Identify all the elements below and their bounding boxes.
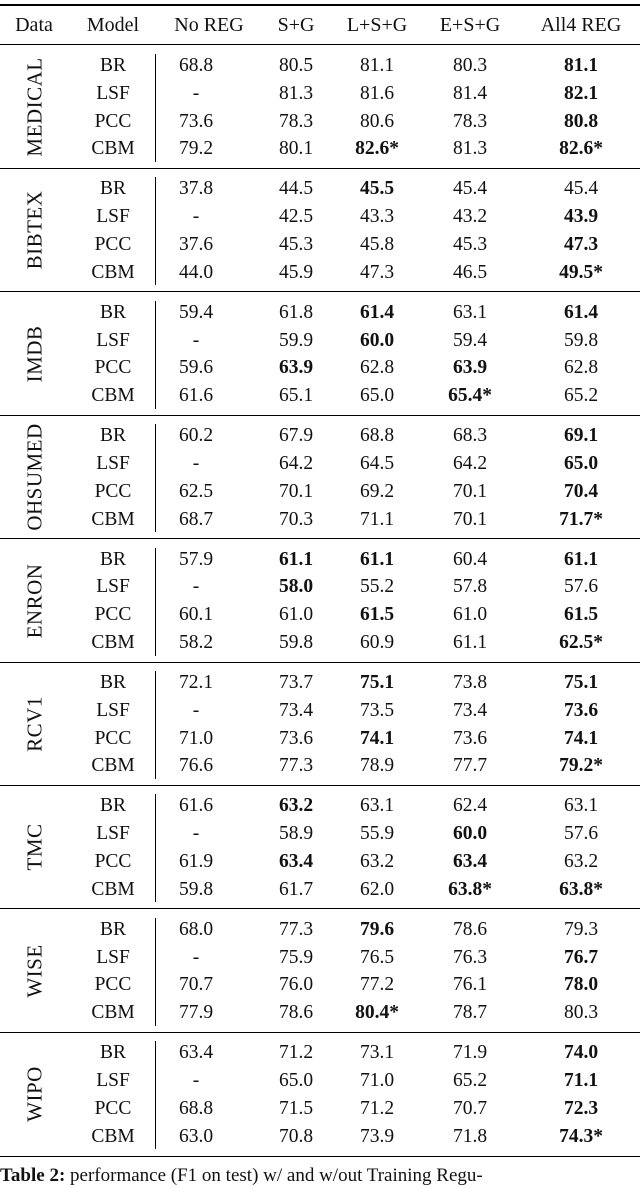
- value-cell: 63.9: [452, 357, 488, 379]
- value-cell: 68.0: [178, 918, 214, 940]
- table-row: [0, 876, 640, 903]
- table-row: [0, 299, 640, 326]
- model-cell: LSF: [96, 82, 130, 104]
- model-cell: BR: [99, 55, 127, 76]
- value-cell: 74.3*: [559, 1125, 603, 1147]
- value-cell: 43.9: [563, 206, 599, 228]
- value-cell: 81.6: [359, 82, 395, 104]
- value-cell: -: [192, 823, 200, 845]
- model-cell: CBM: [91, 1002, 135, 1024]
- model-cell: PCC: [94, 1097, 132, 1119]
- value-cell: 82.1: [563, 82, 599, 104]
- value-cell: 60.2: [178, 425, 214, 447]
- value-cell: 76.3: [452, 946, 488, 968]
- value-cell: 63.1: [452, 301, 488, 323]
- model-cell: BR: [99, 425, 127, 447]
- header-data: Data: [15, 14, 53, 36]
- value-cell: 70.1: [452, 508, 488, 530]
- value-cell: 61.1: [359, 548, 395, 570]
- value-cell: 61.0: [452, 604, 488, 626]
- value-cell: -: [192, 452, 200, 474]
- value-cell: 64.2: [452, 452, 488, 474]
- model-cell: LSF: [96, 329, 130, 351]
- value-cell: 63.2: [278, 795, 314, 817]
- table-row: [0, 382, 640, 409]
- value-cell: 70.1: [278, 480, 314, 502]
- dataset-name: WIPO: [22, 1066, 47, 1123]
- value-cell: 73.1: [359, 1042, 395, 1064]
- value-cell: 73.4: [278, 699, 314, 721]
- value-cell: -: [192, 1069, 200, 1091]
- model-cell: CBM: [91, 261, 135, 283]
- value-cell: 76.0: [278, 974, 314, 996]
- value-cell: 37.6: [178, 233, 214, 255]
- value-cell: 78.9: [359, 755, 395, 777]
- value-cell: 68.8: [359, 425, 395, 447]
- table-row: [0, 1067, 640, 1094]
- dataset-group: [0, 916, 640, 1026]
- value-cell: 62.5*: [559, 631, 603, 653]
- value-cell: 61.6: [178, 385, 214, 407]
- table-row: [0, 820, 640, 847]
- value-cell: 65.0: [563, 452, 599, 474]
- value-cell: 61.5: [563, 604, 599, 626]
- table-row: [0, 601, 640, 628]
- model-cell: LSF: [96, 823, 130, 845]
- value-cell: 57.6: [563, 823, 599, 845]
- value-cell: 78.0: [563, 974, 599, 996]
- value-cell: 79.2*: [559, 755, 603, 777]
- value-cell: 73.5: [359, 699, 395, 721]
- value-cell: 71.2: [278, 1042, 314, 1064]
- value-cell: 63.8*: [448, 878, 492, 900]
- table-row: [0, 259, 640, 286]
- value-cell: 47.3: [359, 261, 395, 283]
- table-row: [0, 354, 640, 381]
- value-cell: 77.3: [278, 918, 314, 940]
- value-cell: 45.3: [452, 233, 488, 255]
- model-cell: BR: [99, 795, 127, 817]
- value-cell: 70.8: [278, 1125, 314, 1147]
- value-cell: 80.4*: [355, 1002, 399, 1024]
- value-cell: 78.3: [452, 110, 488, 132]
- value-cell: 70.7: [452, 1097, 488, 1119]
- table-row: [0, 573, 640, 600]
- group-separator: [0, 538, 640, 539]
- value-cell: -: [192, 329, 200, 351]
- value-cell: 60.9: [359, 631, 395, 653]
- value-cell: 80.6: [359, 110, 395, 132]
- table-row: [0, 1095, 640, 1122]
- model-cell: PCC: [94, 850, 132, 872]
- value-cell: 59.8: [178, 878, 214, 900]
- dataset-name: IMDB: [22, 325, 47, 383]
- model-cell: PCC: [94, 110, 132, 132]
- table-row: [0, 327, 640, 354]
- value-cell: 57.8: [452, 576, 488, 598]
- model-cell: CBM: [91, 631, 135, 653]
- value-cell: 62.4: [452, 795, 488, 817]
- group-separator: [0, 415, 640, 416]
- value-cell: 81.1: [359, 55, 395, 76]
- value-cell: 63.0: [178, 1125, 214, 1147]
- value-cell: 72.3: [563, 1097, 599, 1119]
- value-cell: 58.0: [278, 576, 314, 598]
- value-cell: 81.1: [563, 55, 599, 76]
- value-cell: 62.8: [359, 357, 395, 379]
- value-cell: 43.3: [359, 206, 395, 228]
- value-cell: 60.4: [452, 548, 488, 570]
- value-cell: 58.9: [278, 823, 314, 845]
- value-cell: 71.2: [359, 1097, 395, 1119]
- bottom-rule: [0, 1156, 640, 1157]
- value-cell: 63.1: [359, 795, 395, 817]
- value-cell: 80.3: [563, 1002, 599, 1024]
- value-cell: 61.1: [278, 548, 314, 570]
- group-separator: [0, 785, 640, 786]
- value-cell: 80.3: [452, 55, 488, 76]
- value-cell: 58.2: [178, 631, 214, 653]
- value-cell: 55.2: [359, 576, 395, 598]
- dataset-group: [0, 52, 640, 162]
- value-cell: 77.7: [452, 755, 488, 777]
- value-cell: 70.7: [178, 974, 214, 996]
- table-row: [0, 971, 640, 998]
- value-cell: 73.8: [452, 672, 488, 693]
- value-cell: 75.1: [359, 672, 395, 693]
- value-cell: 76.6: [178, 755, 214, 777]
- table-row: [0, 752, 640, 779]
- value-cell: 77.3: [278, 755, 314, 777]
- value-cell: 69.2: [359, 480, 395, 502]
- value-cell: 45.9: [278, 261, 314, 283]
- value-cell: 74.1: [563, 727, 599, 749]
- dataset-name: RCV1: [22, 696, 47, 752]
- value-cell: 61.4: [359, 301, 395, 323]
- value-cell: 80.8: [563, 110, 599, 132]
- value-cell: 65.4*: [448, 385, 492, 407]
- table-row: [0, 231, 640, 258]
- model-cell: LSF: [96, 452, 130, 474]
- value-cell: 78.6: [452, 918, 488, 940]
- value-cell: 76.1: [452, 974, 488, 996]
- value-cell: 59.6: [178, 357, 214, 379]
- table-row: [0, 999, 640, 1026]
- dataset-group: [0, 546, 640, 656]
- value-cell: 63.4: [178, 1042, 214, 1064]
- value-cell: 68.8: [178, 55, 214, 76]
- value-cell: 78.7: [452, 1002, 488, 1024]
- value-cell: 61.4: [563, 301, 599, 323]
- value-cell: -: [192, 206, 200, 228]
- model-cell: LSF: [96, 576, 130, 598]
- value-cell: 73.6: [452, 727, 488, 749]
- value-cell: 79.6: [359, 918, 395, 940]
- value-cell: 71.1: [359, 508, 395, 530]
- value-cell: 75.9: [278, 946, 314, 968]
- value-cell: 65.2: [563, 385, 599, 407]
- value-cell: 68.3: [452, 425, 488, 447]
- dataset-group: [0, 175, 640, 285]
- value-cell: 61.7: [278, 878, 314, 900]
- model-cell: PCC: [94, 233, 132, 255]
- value-cell: 70.3: [278, 508, 314, 530]
- table-row: [0, 450, 640, 477]
- table-row: [0, 1039, 640, 1066]
- table-row: [0, 175, 640, 202]
- value-cell: 76.5: [359, 946, 395, 968]
- model-cell: PCC: [94, 357, 132, 379]
- value-cell: 74.1: [359, 727, 395, 749]
- value-cell: 79.2: [178, 138, 214, 160]
- dataset-group: [0, 1039, 640, 1149]
- value-cell: 78.3: [278, 110, 314, 132]
- group-separator: [0, 662, 640, 663]
- model-cell: BR: [99, 918, 127, 940]
- value-cell: 63.4: [278, 850, 314, 872]
- value-cell: 82.6*: [559, 138, 603, 160]
- value-cell: 73.6: [563, 699, 599, 721]
- value-cell: 80.5: [278, 55, 314, 76]
- value-cell: 73.6: [278, 727, 314, 749]
- value-cell: 45.5: [359, 178, 395, 200]
- dataset-name: OHSUMED: [22, 423, 47, 531]
- dataset-group: [0, 792, 640, 902]
- value-cell: 63.2: [359, 850, 395, 872]
- value-cell: 60.1: [178, 604, 214, 626]
- value-cell: 73.6: [178, 110, 214, 132]
- value-cell: 72.1: [178, 672, 214, 693]
- model-cell: PCC: [94, 974, 132, 996]
- model-cell: CBM: [91, 508, 135, 530]
- dataset-name: BIBTEX: [22, 190, 47, 270]
- value-cell: 71.7*: [559, 508, 603, 530]
- value-cell: -: [192, 946, 200, 968]
- value-cell: 63.2: [563, 850, 599, 872]
- value-cell: 71.5: [278, 1097, 314, 1119]
- value-cell: 81.3: [278, 82, 314, 104]
- table-row: [0, 697, 640, 724]
- table-row: [0, 944, 640, 971]
- value-cell: 61.0: [278, 604, 314, 626]
- table-row: [0, 792, 640, 819]
- table-caption: [0, 1164, 640, 1188]
- value-cell: 71.9: [452, 1042, 488, 1064]
- model-cell: PCC: [94, 604, 132, 626]
- value-cell: -: [192, 82, 200, 104]
- table-row: [0, 629, 640, 656]
- value-cell: 60.0: [452, 823, 488, 845]
- model-cell: PCC: [94, 727, 132, 749]
- value-cell: 62.0: [359, 878, 395, 900]
- value-cell: 42.5: [278, 206, 314, 228]
- dataset-group: [0, 669, 640, 779]
- value-cell: 59.4: [178, 301, 214, 323]
- caption-label: Table 2:: [0, 1165, 66, 1186]
- value-cell: 74.0: [563, 1042, 599, 1064]
- value-cell: 76.7: [563, 946, 599, 968]
- value-cell: -: [192, 699, 200, 721]
- value-cell: 59.8: [563, 329, 599, 351]
- table-row: [0, 546, 640, 573]
- value-cell: 73.7: [278, 672, 314, 693]
- group-separator: [0, 291, 640, 292]
- value-cell: 49.5*: [559, 261, 603, 283]
- value-cell: 65.0: [359, 385, 395, 407]
- value-cell: 45.4: [563, 178, 599, 200]
- model-cell: CBM: [91, 138, 135, 160]
- group-separator: [0, 908, 640, 909]
- value-cell: 62.5: [178, 480, 214, 502]
- table-row: [0, 80, 640, 107]
- model-cell: BR: [99, 548, 127, 570]
- value-cell: 62.8: [563, 357, 599, 379]
- value-cell: 69.1: [563, 425, 599, 447]
- model-cell: BR: [99, 178, 127, 200]
- value-cell: 63.8*: [559, 878, 603, 900]
- model-cell: CBM: [91, 385, 135, 407]
- value-cell: 80.1: [278, 138, 314, 160]
- table-row: [0, 725, 640, 752]
- value-cell: 63.4: [452, 850, 488, 872]
- value-cell: 59.9: [278, 329, 314, 351]
- value-cell: 64.5: [359, 452, 395, 474]
- value-cell: 57.6: [563, 576, 599, 598]
- value-cell: 63.9: [278, 357, 314, 379]
- value-cell: 46.5: [452, 261, 488, 283]
- table-row: [0, 135, 640, 162]
- table-row: [0, 1123, 640, 1150]
- group-separator: [0, 168, 640, 169]
- value-cell: 79.3: [563, 918, 599, 940]
- header-rule: [0, 44, 640, 45]
- table-row: [0, 108, 640, 135]
- value-cell: 73.9: [359, 1125, 395, 1147]
- model-cell: CBM: [91, 755, 135, 777]
- value-cell: 68.8: [178, 1097, 214, 1119]
- value-cell: 77.2: [359, 974, 395, 996]
- table-row: [0, 478, 640, 505]
- model-cell: BR: [99, 301, 127, 323]
- value-cell: 75.1: [563, 672, 599, 693]
- table-row: [0, 506, 640, 533]
- value-cell: 70.4: [563, 480, 599, 502]
- header-l-s-g: L+S+G: [346, 14, 408, 36]
- header-all4-reg: All4 REG: [540, 14, 622, 36]
- value-cell: 43.2: [452, 206, 488, 228]
- value-cell: 61.9: [178, 850, 214, 872]
- value-cell: 61.8: [278, 301, 314, 323]
- value-cell: 81.4: [452, 82, 488, 104]
- value-cell: 61.5: [359, 604, 395, 626]
- value-cell: 65.2: [452, 1069, 488, 1091]
- header-e-s-g: E+S+G: [439, 14, 501, 36]
- dataset-name: WISE: [22, 944, 47, 998]
- caption-text: performance (F1 on test) w/ and w/out Training Regu-: [70, 1165, 483, 1186]
- value-cell: 45.3: [278, 233, 314, 255]
- model-cell: PCC: [94, 480, 132, 502]
- value-cell: 67.9: [278, 425, 314, 447]
- dataset-group: [0, 299, 640, 409]
- header-model: Model: [86, 14, 140, 36]
- value-cell: 71.1: [563, 1069, 599, 1091]
- value-cell: 77.9: [178, 1002, 214, 1024]
- value-cell: 59.8: [278, 631, 314, 653]
- value-cell: 63.1: [563, 795, 599, 817]
- value-cell: 65.1: [278, 385, 314, 407]
- model-cell: LSF: [96, 206, 130, 228]
- value-cell: 64.2: [278, 452, 314, 474]
- header-s-g: S+G: [277, 14, 315, 36]
- model-cell: CBM: [91, 878, 135, 900]
- value-cell: 71.0: [178, 727, 214, 749]
- dataset-name: MEDICAL: [22, 57, 47, 157]
- value-cell: 61.6: [178, 795, 214, 817]
- value-cell: 71.0: [359, 1069, 395, 1091]
- value-cell: 81.3: [452, 138, 488, 160]
- value-cell: 65.0: [278, 1069, 314, 1091]
- value-cell: 68.7: [178, 508, 214, 530]
- value-cell: 61.1: [563, 548, 599, 570]
- value-cell: 47.3: [563, 233, 599, 255]
- model-cell: BR: [99, 1042, 127, 1064]
- model-cell: BR: [99, 672, 127, 693]
- value-cell: 37.8: [178, 178, 214, 200]
- value-cell: 70.1: [452, 480, 488, 502]
- value-cell: 71.8: [452, 1125, 488, 1147]
- table-row: [0, 203, 640, 230]
- value-cell: 78.6: [278, 1002, 314, 1024]
- value-cell: 61.1: [452, 631, 488, 653]
- value-cell: 60.0: [359, 329, 395, 351]
- dataset-name: TMC: [22, 823, 47, 871]
- value-cell: 45.4: [452, 178, 488, 200]
- value-cell: 44.0: [178, 261, 214, 283]
- group-separator: [0, 1032, 640, 1033]
- table-row: [0, 916, 640, 943]
- value-cell: 59.4: [452, 329, 488, 351]
- value-cell: 55.9: [359, 823, 395, 845]
- value-cell: 57.9: [178, 548, 214, 570]
- dataset-name: ENRON: [22, 563, 47, 639]
- table-row: [0, 669, 640, 696]
- model-cell: CBM: [91, 1125, 135, 1147]
- value-cell: 73.4: [452, 699, 488, 721]
- model-cell: LSF: [96, 946, 130, 968]
- dataset-group: [0, 422, 640, 532]
- table-row: [0, 52, 640, 79]
- value-cell: 82.6*: [355, 138, 399, 160]
- model-cell: LSF: [96, 699, 130, 721]
- table-row: [0, 422, 640, 449]
- table-row: [0, 848, 640, 875]
- value-cell: 45.8: [359, 233, 395, 255]
- value-cell: -: [192, 576, 200, 598]
- model-cell: LSF: [96, 1069, 130, 1091]
- value-cell: 44.5: [278, 178, 314, 200]
- header-no-reg: No REG: [174, 14, 244, 36]
